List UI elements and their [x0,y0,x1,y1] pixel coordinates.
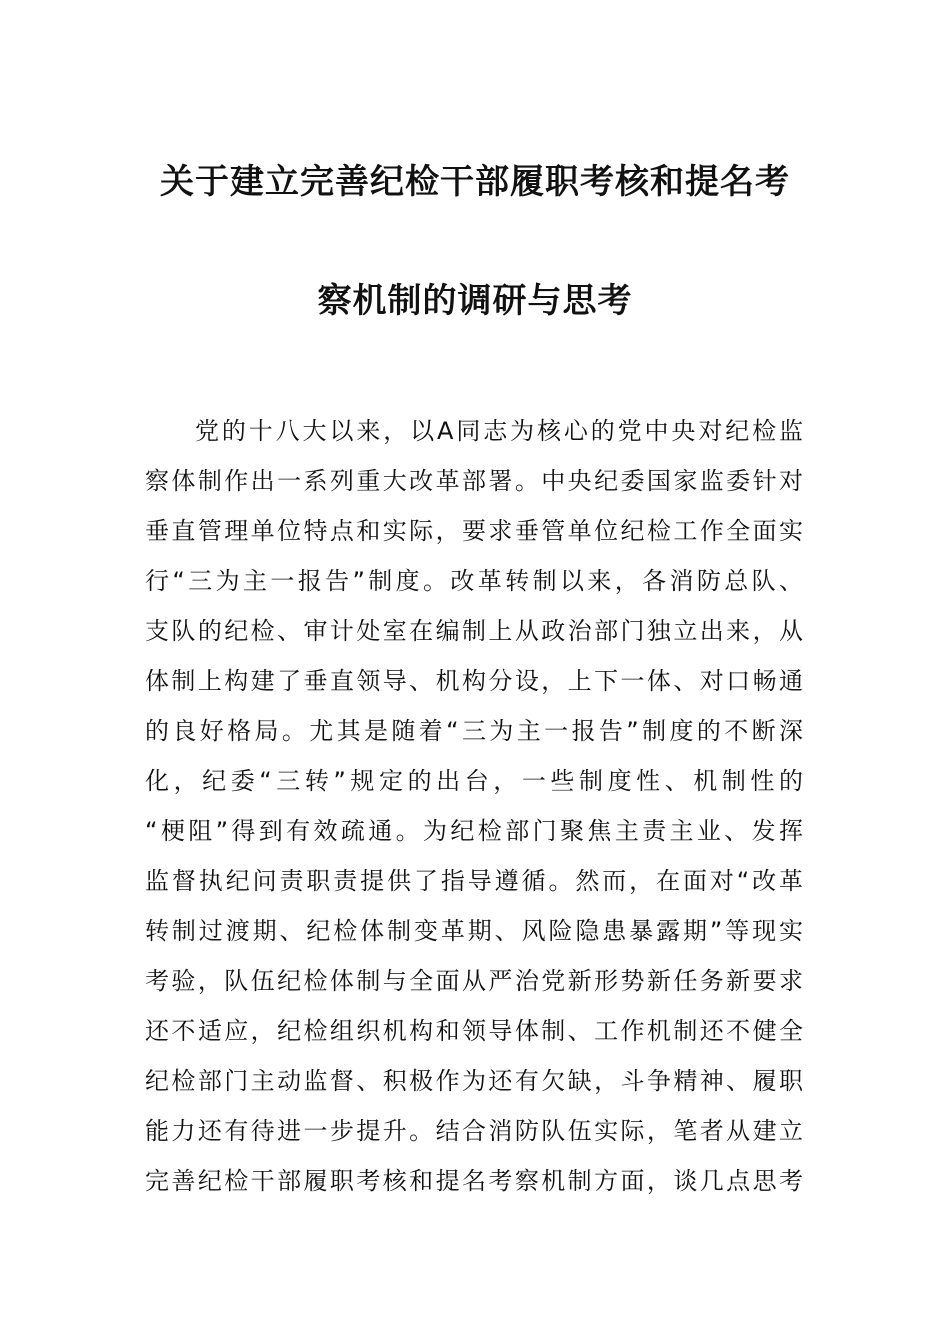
document-title-line-1: 关于建立完善纪检干部履职考核和提名考 [160,162,790,202]
paragraph-line: 的良好格局。尤其是随着“三为主一报告”制度的不断深 [145,717,805,745]
paragraph-line: 能力还有待进一步提升。结合消防队伍实际，笔者从建立 [145,1117,805,1145]
paragraph-line: 党的十八大以来，以A同志为核心的党中央对纪检监 [195,417,805,445]
paragraph-line: 监督执纪问责职责提供了指导遵循。然而，在面对“改革 [145,867,805,895]
paragraph-line: 转制过渡期、纪检体制变革期、风险隐患暴露期”等现实 [145,917,805,945]
paragraph-line: 化，纪委“三转”规定的出台，一些制度性、机制性的 [145,767,805,795]
paragraph-line: 完善纪检干部履职考核和提名考察机制方面，谈几点思考 [145,1167,805,1195]
paragraph-line: 察体制作出一系列重大改革部署。中央纪委国家监委针对 [145,467,805,495]
paragraph-line: 还不适应，纪检组织机构和领导体制、工作机制还不健全 [145,1017,805,1045]
paragraph-line: 考验，队伍纪检体制与全面从严治党新形势新任务新要求 [145,967,805,995]
paragraph-line: 支队的纪检、审计处室在编制上从政治部门独立出来，从 [145,617,805,645]
document-title-line-2: 察机制的调研与思考 [317,281,633,321]
paragraph-line: 行“三为主一报告”制度。改革转制以来，各消防总队、 [145,567,805,595]
paragraph-line: “梗阻”得到有效疏通。为纪检部门聚焦主责主业、发挥 [145,817,805,845]
paragraph-line: 纪检部门主动监督、积极作为还有欠缺，斗争精神、履职 [145,1067,805,1095]
paragraph-line: 体制上构建了垂直领导、机构分设，上下一体、对口畅通 [145,667,805,695]
paragraph-line: 垂直管理单位特点和实际，要求垂管单位纪检工作全面实 [145,517,805,545]
